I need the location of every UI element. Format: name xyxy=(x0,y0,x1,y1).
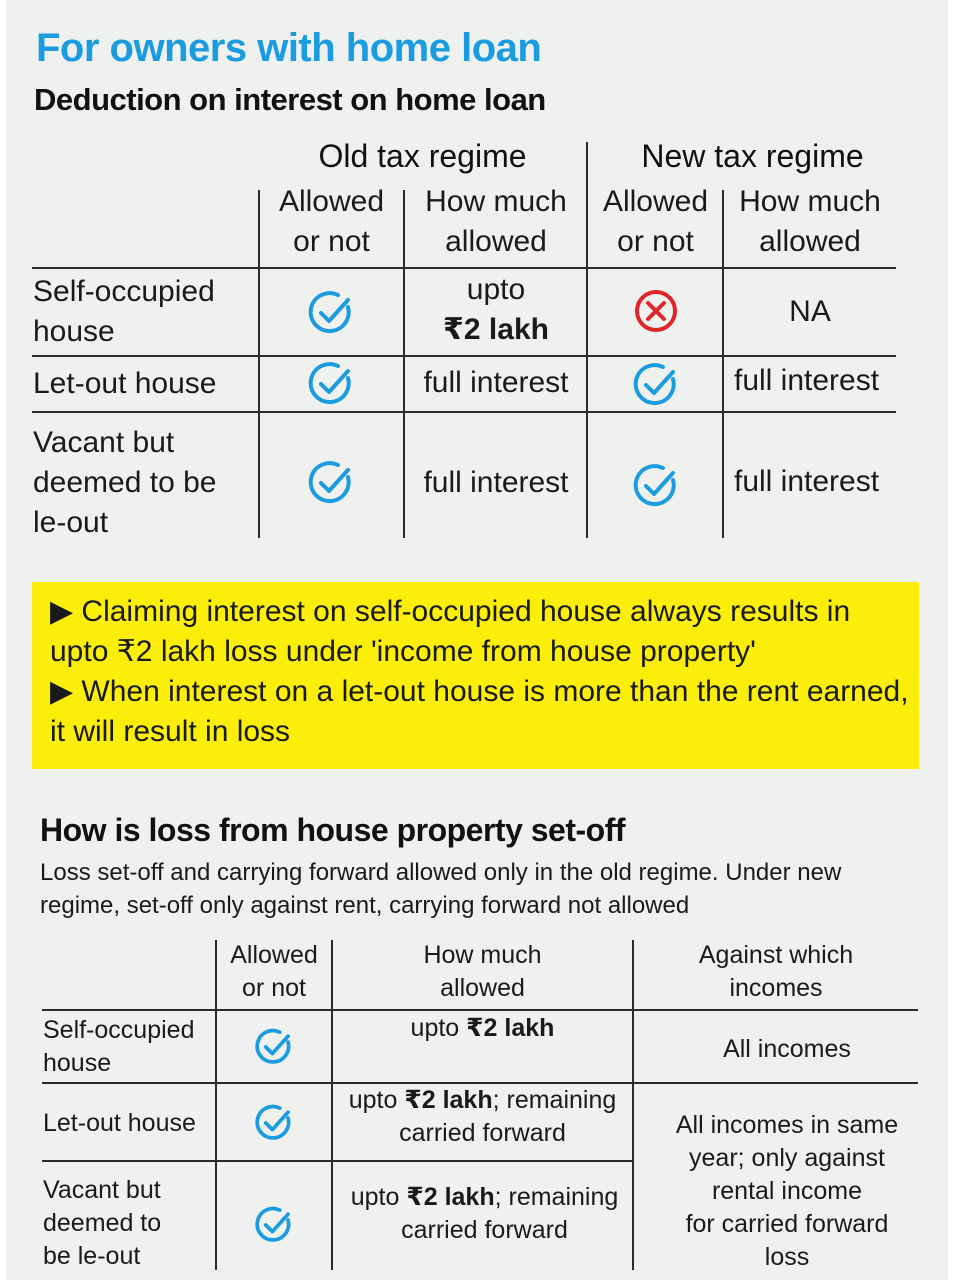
t1-row1-label-line1: Self-occupied xyxy=(33,275,215,308)
t2-row3-label-line2: deemed to xyxy=(43,1209,162,1237)
t2-row2-how-line1 xyxy=(333,1084,632,1117)
t2-row3-label-line1: Vacant but xyxy=(43,1176,161,1204)
t2-row-vacant-label xyxy=(43,1174,213,1273)
t2-against-line2: year; only against xyxy=(689,1144,885,1172)
t2-row2-how xyxy=(333,1084,632,1150)
new-regime-header: New tax regime xyxy=(641,138,864,174)
t1-col-how-old-line1: How much xyxy=(425,185,567,218)
page-title: For owners with home loan xyxy=(36,26,542,70)
t1-row3-label-line3: le-out xyxy=(33,506,109,539)
t2-divider xyxy=(42,1009,918,1011)
t2-row3-how-line1 xyxy=(335,1181,634,1214)
t1-col-allowed-old-line1: Allowed xyxy=(278,185,385,218)
t2-col-allowed-line1: Allowed xyxy=(230,941,318,969)
t2-against-line3: rental income xyxy=(711,1177,863,1205)
t2-col-divider xyxy=(215,940,217,1270)
t1-row-self-occupied-label xyxy=(33,272,255,352)
t2-row3-how-amount: ₹2 lakh xyxy=(406,1183,495,1211)
t1-col-how-old-line2: allowed xyxy=(445,225,547,258)
check-icon xyxy=(255,1104,293,1142)
t1-col-how-old xyxy=(405,182,587,262)
check-icon xyxy=(255,1028,293,1066)
t1-row-let-out-label: Let-out house xyxy=(33,367,217,400)
t2-row1-against: All incomes xyxy=(723,1035,851,1063)
t2-row1-label-line1: Self-occupied xyxy=(43,1016,195,1044)
section2-title: How is loss from house property set-off xyxy=(40,812,626,848)
note-2: When interest on a let-out house is more than the rent earned, it will result in loss xyxy=(50,675,909,748)
t1-row3-label-line2: deemed to be xyxy=(33,466,217,499)
check-icon xyxy=(308,460,354,506)
t1-divider xyxy=(32,355,896,357)
t2-col-how xyxy=(333,939,632,1005)
t1-col-allowed-new xyxy=(589,182,722,262)
t2-row2-how-amount: ₹2 lakh xyxy=(404,1086,493,1114)
t2-row1-how-amount: ₹2 lakh xyxy=(466,1014,555,1042)
t2-against-line1: All incomes in same xyxy=(675,1111,899,1139)
t2-row2-how-line2: carried forward xyxy=(399,1119,566,1147)
check-icon xyxy=(308,290,354,336)
t2-col-how-line1: How much xyxy=(423,941,542,969)
t1-divider xyxy=(32,267,896,269)
note-item xyxy=(50,592,910,672)
t1-row1-old-how xyxy=(405,270,587,350)
t1-row3-label-line1: Vacant but xyxy=(33,426,175,459)
t2-row3-label-line3: be le-out xyxy=(43,1242,141,1270)
t1-row2-old-how: full interest xyxy=(423,366,569,399)
t2-col-how-line2: allowed xyxy=(440,974,525,1002)
t1-col-allowed-new-line2: or not xyxy=(617,225,694,258)
t2-row1-how-prefix: upto xyxy=(410,1014,467,1042)
t1-row1-old-how-line1: upto xyxy=(466,273,526,306)
t2-against-line4: for carried forward xyxy=(685,1210,889,1238)
note-item xyxy=(50,672,910,752)
t1-col-divider xyxy=(722,190,724,538)
t1-row3-new-how: full interest xyxy=(734,465,880,498)
old-regime-header: Old tax regime xyxy=(318,138,527,174)
t2-row1-label-line2: house xyxy=(43,1049,112,1077)
t2-row2-how-suffix: ; remaining xyxy=(492,1086,617,1114)
check-icon xyxy=(633,362,679,408)
cross-icon xyxy=(633,288,679,334)
t1-col-allowed-old-line2: or not xyxy=(293,225,370,258)
t1-col-how-new xyxy=(724,182,896,262)
t1-row1-new-how: NA xyxy=(789,295,831,328)
t2-col-against-line1: Against which xyxy=(698,941,854,969)
t1-col-how-new-line1: How much xyxy=(739,185,881,218)
section-subtitle: Deduction on interest on home loan xyxy=(34,82,546,117)
t2-row23-against xyxy=(634,1109,940,1274)
t1-row2-new-how: full interest xyxy=(734,364,880,397)
t1-divider xyxy=(32,411,896,413)
t1-col-allowed-old xyxy=(260,182,403,262)
t2-against-line5: loss xyxy=(764,1243,810,1271)
t2-row3-how-prefix: upto xyxy=(350,1183,407,1211)
check-icon xyxy=(255,1206,293,1244)
t2-row-let-out-label: Let-out house xyxy=(43,1109,196,1137)
t2-row3-how-suffix: ; remaining xyxy=(494,1183,619,1211)
t2-col-against xyxy=(634,939,918,1005)
t2-row2-how-prefix: upto xyxy=(348,1086,405,1114)
t2-col-allowed xyxy=(217,939,331,1005)
bullet-icon: ▶ xyxy=(50,675,74,708)
t1-row-vacant-label xyxy=(33,423,255,543)
check-icon xyxy=(633,463,679,509)
note-text xyxy=(50,592,910,752)
t2-divider xyxy=(42,1160,632,1162)
t1-col-divider xyxy=(258,190,260,538)
t1-row1-label-line2: house xyxy=(33,315,115,348)
t1-col-how-new-line2: allowed xyxy=(759,225,861,258)
t2-col-against-line2: incomes xyxy=(729,974,823,1002)
t1-row1-old-how-amount: ₹2 lakh xyxy=(443,313,549,346)
t1-row3-old-how: full interest xyxy=(423,466,569,499)
t1-col-allowed-new-line1: Allowed xyxy=(602,185,709,218)
t2-col-allowed-line2: or not xyxy=(242,974,306,1002)
section2-description: Loss set-off and carrying forward allowed only in the old regime. Under new regime, set-off only against rent, carrying forward not allowed xyxy=(40,859,842,919)
check-icon xyxy=(308,361,354,407)
bullet-icon: ▶ xyxy=(50,595,74,628)
t2-row1-how xyxy=(333,1012,632,1045)
t2-row-self-occupied-label xyxy=(43,1014,213,1080)
t2-row3-how-line2: carried forward xyxy=(401,1216,568,1244)
note-1: Claiming interest on self-occupied house always results in upto ₹2 lakh loss under 'income from house property' xyxy=(50,595,851,668)
highlight-note-box xyxy=(32,582,919,769)
t2-row3-how xyxy=(335,1181,634,1247)
